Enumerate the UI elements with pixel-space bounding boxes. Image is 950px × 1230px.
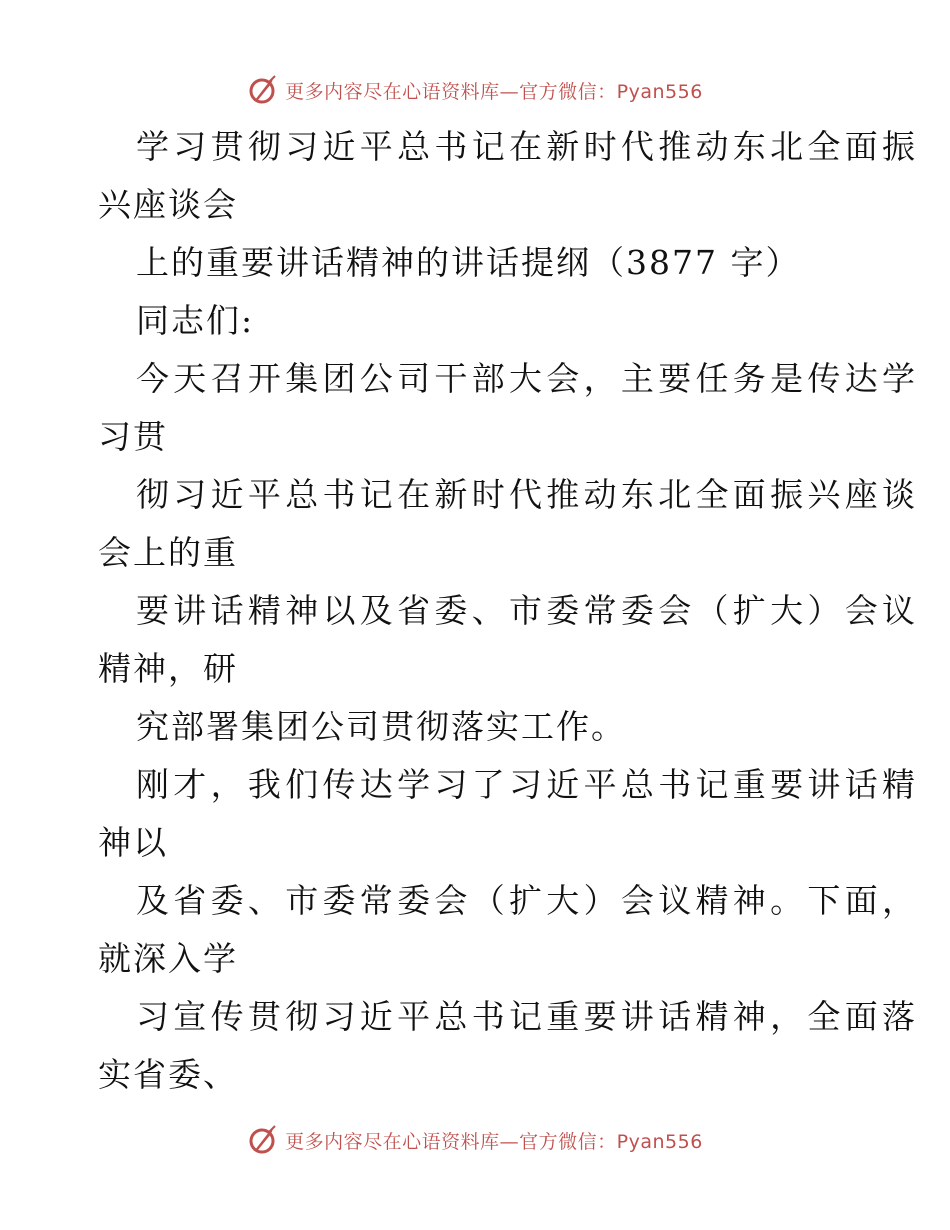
- text-line: 就深入学: [98, 939, 238, 978]
- text-line: 精神，研: [98, 649, 238, 688]
- text-line: 究部署集团公司贯彻落实工作。: [136, 707, 626, 746]
- text-line: 神以: [98, 823, 168, 862]
- text-line: 学习贯彻习近平总书记在新时代推动东北全面振: [136, 127, 920, 166]
- watermark-header: [0, 72, 950, 108]
- text-line: 会上的重: [98, 533, 238, 572]
- text-line: 兴座谈会: [98, 185, 238, 224]
- text-line: 同志们:: [136, 301, 255, 340]
- text-line: 实省委、: [98, 1055, 238, 1094]
- watermark-wechat-id: Pyan556: [616, 80, 703, 103]
- text-line: 今天召开集团公司干部大会，主要任务是传达学: [136, 359, 920, 398]
- text-line: 彻习近平总书记在新时代推动东北全面振兴座谈: [136, 475, 920, 514]
- watermark-wechat-id: Pyan556: [616, 1130, 703, 1153]
- text-line: 及省委、市委常委会（扩大）会议精神。下面，: [136, 881, 920, 920]
- watermark-text: 更多内容尽在心语资料库—官方微信：Pyan556: [285, 80, 703, 103]
- watermark-footer: [0, 1122, 950, 1158]
- text-line: 习宣传贯彻习近平总书记重要讲话精神，全面落: [136, 997, 920, 1036]
- text-line: 刚才，我们传达学习了习近平总书记重要讲话精: [136, 765, 920, 804]
- quill-pen-logo-icon: [247, 74, 279, 106]
- quill-pen-logo-icon: [247, 1124, 279, 1156]
- text-line: 习贯: [98, 417, 168, 456]
- watermark-text: 更多内容尽在心语资料库—官方微信：Pyan556: [285, 1130, 703, 1153]
- text-line: 要讲话精神以及省委、市委常委会（扩大）会议: [136, 591, 920, 630]
- document-body: [98, 118, 920, 1104]
- text-line: 上的重要讲话精神的讲话提纲（3877 字）: [136, 243, 801, 282]
